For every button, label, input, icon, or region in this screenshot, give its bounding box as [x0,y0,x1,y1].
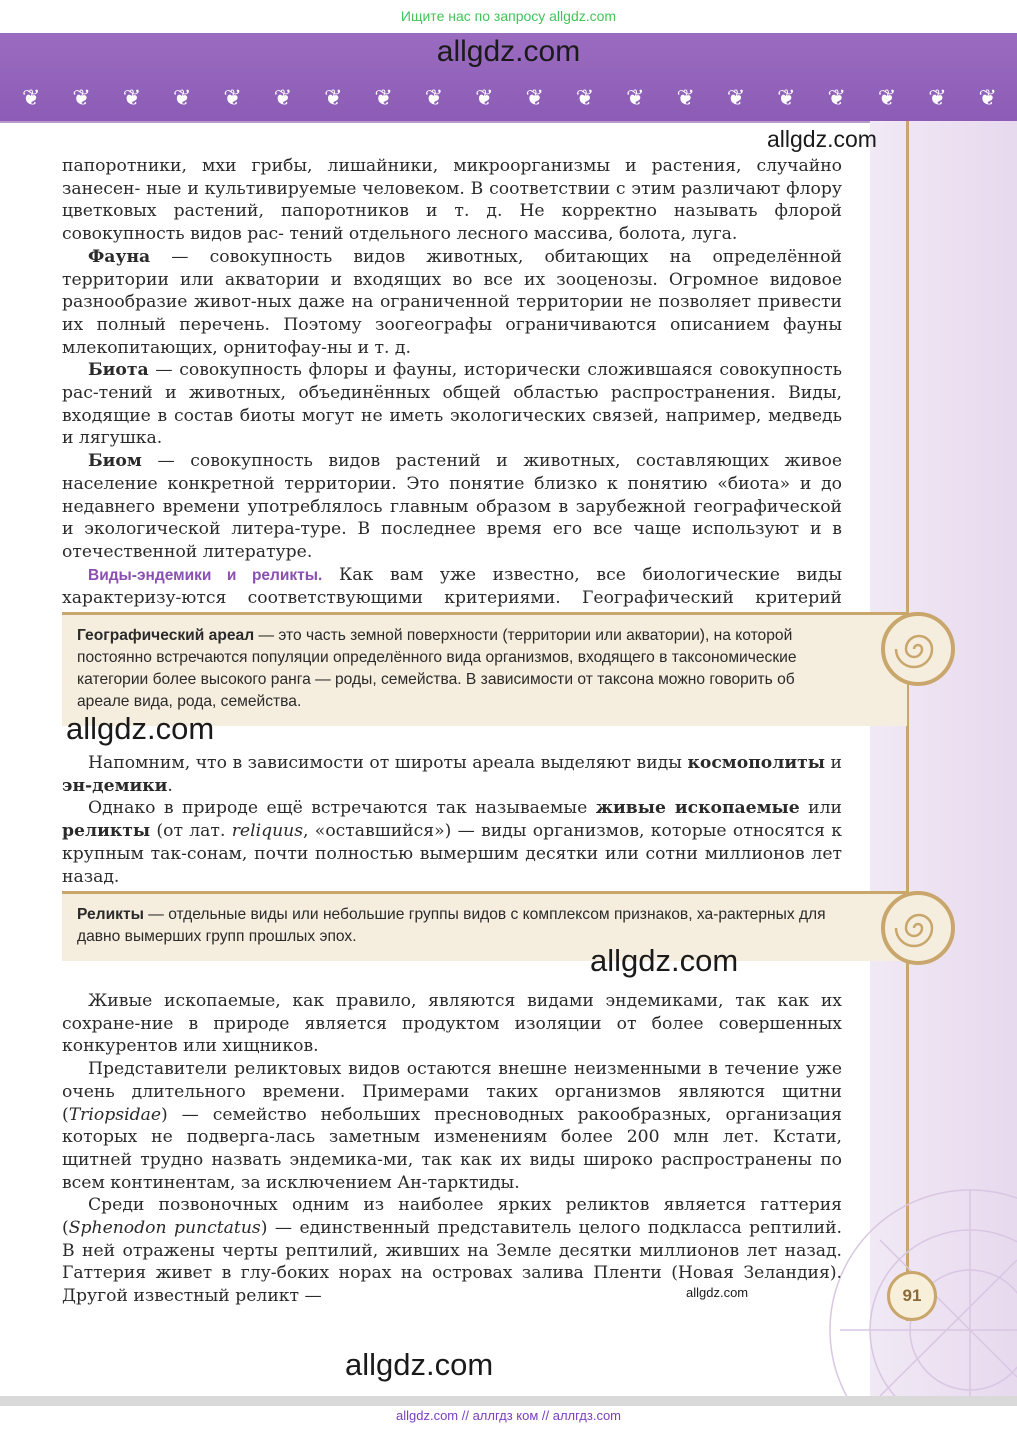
bee-icon: ❦ [424,85,444,111]
horse-icon: ❦ [777,85,796,111]
heron-icon: ❦ [374,85,393,111]
watermark-after-box1: allgdz.com [66,711,215,746]
cosmo-end: . [167,775,173,796]
definition-box-areal [62,612,907,726]
box2-text: — отдельные виды или небольшие группы видов с комплексом признаков, ха-рактерных для давно вымерших групп прошлых эпох. [77,906,826,945]
top-search-note: Ищите нас по запросу allgdz.com [400,8,617,24]
paragraph-biom [62,450,842,564]
cosmo-and: и [825,753,842,773]
lizard-icon: ❦ [575,85,595,111]
fauna-text: — совокупность видов животных, обитающих на определённой территории или акватории и входящих во все их зооценозы. Огромное видовое разнообразие живот-ных даже на ограниченной территории не позволяет привести их полный перечень. Поэтому зоогеографы ограничиваются описанием фауны млекопитающих, орнитофау-ны и т. д. [62,246,842,358]
bird-icon: ❦ [273,85,293,111]
heron-icon: ❦ [978,85,997,111]
text-block-1 [62,155,842,633]
watermark-bottom-center: allgdz.com [345,1347,494,1382]
biota-text: — совокупность флоры и фауны, исторически сложившаяся совокупность рас-тений и животных, объединённых общей областью распространения. Виды, входящие в состав биоты могут не иметь экологических связей, например, медведь и лягушка. [62,360,842,449]
latin-reliquus: reliquus [231,821,304,842]
section-heading-endemics: Виды-эндемики и реликты. [88,566,323,584]
wolf-icon: ❦ [928,85,947,111]
relicts-text-1: Однако в природе ещё встречаются так называемые [88,798,596,819]
footer-links: allgdz.com // аллгдз ком // аллгдз.com [395,1408,622,1423]
watermark-small-bottom: allgdz.com [686,1285,749,1300]
repr-text-1: Представители реликтовых видов остаются внешне неизменными в течение уже очень длительного времени. Примерами таких организмов являются щитни ( [62,1059,842,1125]
box1-text: — это часть земной поверхности (территории или акватории), на которой постоянно встречаются популяции определённого вида организмов, входящего в таксономические категории более высокого ранга — роды, семейства. В зависимости от таксона можно говорить об ареале вида, рода, семейства. [77,627,797,710]
rhino-icon: ❦ [676,85,695,111]
paragraph-relicts [62,797,842,888]
definition-box-relicts [62,891,907,961]
spiral-shell-icon [880,605,958,693]
vert-text-1: Среди позвоночных одним из наиболее ярких реликтов является гаттерия ( [62,1195,842,1239]
bottom-scroll-bar [0,1396,1017,1406]
endemics-text: Как вам уже известно, все биологические виды характеризу-ются соответствующими критериями. Географический критерий [62,564,843,609]
relicts-text-3: , «оставшийся») — виды организмов, которые относятся к крупным так-сонам, почти полностью вымершим десятки или сотни миллионов лет назад. [62,821,843,887]
paragraph-representatives [62,1058,842,1194]
flora-line-4: тений отдельного лесного массива, болота, луга. [289,224,738,245]
scorpion-icon: ❦ [726,85,746,111]
deer-icon: ❦ [475,85,494,111]
gazelle-icon: ❦ [525,85,544,111]
paragraph-cosmopolitans [62,752,842,797]
term-biota: Биота [88,360,149,381]
scorpion-icon: ❦ [122,85,142,111]
flora-line-3: растений, папоротников и т. д. Не корректно называть флорой совокупность видов рас- [62,201,842,245]
term-cosmopolitans: космополиты [687,753,825,773]
page-number: 91 [887,1271,937,1321]
vert-text-2: ) — единственный представитель целого подкласса рептилий. В ней отражены черты рептилий, живших на Земле десятки миллионов лет назад. Гаттерия живет в глу-боких норах на островах залива Пленти (Новая Зеландия). Другой известный реликт — [62,1218,842,1307]
term-fauna: Фауна [88,246,151,267]
watermark-top-right: allgdz.com [767,126,877,152]
latin-triopsidae: Triopsidae [68,1104,161,1125]
horse-icon: ❦ [173,85,192,111]
text-block-2 [62,752,842,888]
paragraph-biota [62,359,842,450]
relicts-or: или [799,798,842,819]
bird-icon: ❦ [877,85,897,111]
term-living-fossils: живые ископаемые [595,798,800,819]
paragraph-living-fossils: Живые ископаемые, как правило, являются видами эндемиками, так как их сохране-ние в природе является продуктом изоляции от более совершенных конкурентов или хищников. [62,991,842,1057]
butterfly-icon: ❦ [72,85,91,111]
paragraph-flora-continued [62,155,842,246]
paragraph-fauna [62,246,842,360]
flora-line-1: папоротники, мхи грибы, лишайники, микроорганизмы и растения, случайно занесен- [62,156,842,199]
animal-silhouettes-row [22,83,997,113]
relicts-text-2: (от лат. [150,821,232,842]
latin-sphenodon: Sphenodon punctatus [68,1218,261,1239]
butterfly-icon: ❦ [626,85,645,111]
text-block-3 [62,990,842,1308]
header-banner [0,33,1017,123]
term-relicts-def: Реликты [77,906,144,923]
watermark-after-box2: allgdz.com [590,943,739,978]
banner-watermark: allgdz.com [436,35,581,68]
term-biom: Биом [88,451,142,472]
biom-text: — совокупность видов растений и животных, составляющих живое население конкретной территории. Это понятие близко к понятию «биота» и до недавнего времени употреблялось главным образом в зарубежной географической и экологической литера-туре. В последнее время его все чаще используют и в отечественной литературе. [62,451,842,562]
cosmo-text: Напомним, что в зависимости от широты ареала выделяют виды [88,753,688,773]
term-relicts: реликты [62,821,151,842]
rhino-icon: ❦ [22,85,41,111]
flora-line-2: ные и культивируемые человеком. В соответствии с этим различают флору цветковых [62,178,842,222]
repr-text-2: ) — семейство небольших пресноводных ракообразных, организация которых не подверга-лась заметным изменениям более 200 млн лет. Кстати, щитней трудно назвать эндемика-ми, так как их виды широко распространены по всем континентам, за исключением Ан-тарктиды. [62,1104,842,1193]
wolf-icon: ❦ [324,85,343,111]
term-geo-areal: Географический ареал [77,627,255,644]
spiral-shell-icon [880,884,958,972]
term-endemics: эн-демики [62,775,168,796]
pterosaur-icon: ❦ [827,85,846,111]
pterosaur-icon: ❦ [223,85,242,111]
